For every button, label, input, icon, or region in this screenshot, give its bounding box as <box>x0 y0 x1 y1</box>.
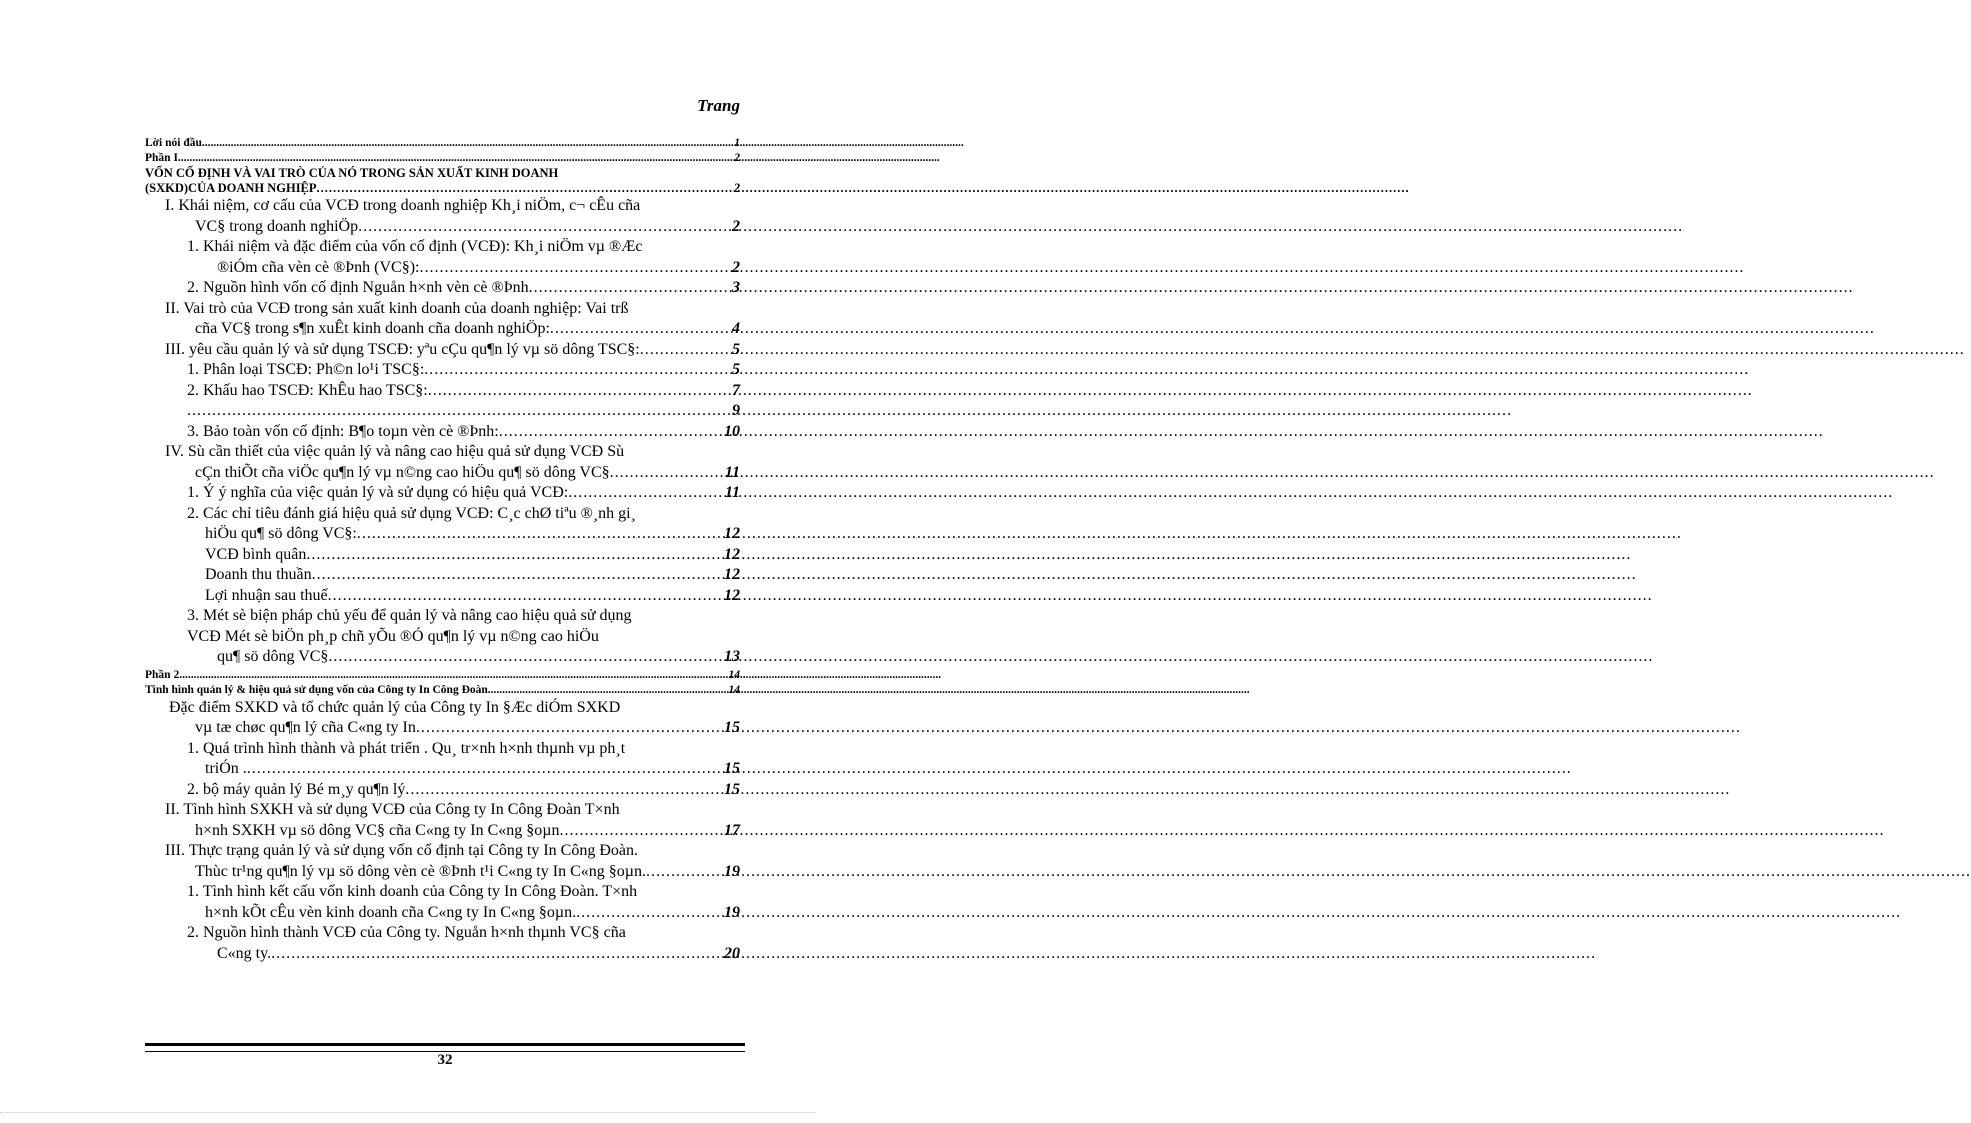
toc-entry-page: 12 <box>724 566 740 583</box>
dot-leader <box>420 258 732 279</box>
toc-entry-page: 2 <box>734 152 740 164</box>
dot-leader <box>640 340 731 361</box>
toc-entry-page: 12 <box>724 525 740 542</box>
toc-entry-line: 1. Quá trình hình thành và phát triển . Qu¸ tr×nh h×nh thµnh vµ ph¸t <box>187 739 626 757</box>
toc-entry-title: triÓn . <box>205 760 247 777</box>
toc-entry-page: 9 <box>732 402 740 419</box>
toc-entry-row <box>165 319 740 340</box>
dot-leader <box>499 422 723 443</box>
toc-entry-title: 2. Nguồn hình vốn cố định Nguån h×nh vèn cè ®Þnh <box>187 279 529 296</box>
toc-entry-line: Đặc điểm SXKD và tổ chức quản lý của Công ty In §Æc diÓm SXKD <box>169 698 621 716</box>
dot-leader <box>306 545 723 566</box>
toc-entry-line: I. Khái niệm, cơ cấu của VCĐ trong doanh nghiệp Kh¸i niÖm, c¬ cÊu cña <box>165 197 641 214</box>
toc-entry-row <box>187 903 740 924</box>
page-number: 32 <box>437 1052 453 1068</box>
dot-leader <box>405 780 723 801</box>
toc-entry-row <box>187 381 740 402</box>
toc-entry-row <box>165 862 740 883</box>
dot-leader <box>424 360 731 381</box>
toc-entry-row <box>165 821 740 842</box>
toc-entry-title: 1. Ý ý nghĩa của việc quản lý và sử dụng có hiệu quả VCĐ: <box>187 484 569 501</box>
toc-entry-title: 2. bộ máy quản lý Bé m¸y qu¶n lý <box>187 780 406 798</box>
dot-leader <box>357 524 723 545</box>
toc-entry-title: Thùc tr¹ng qu¶n lý vµ sö dông vèn cè ®Þnh t¹i C«ng ty In C«ng §oµn. <box>195 862 646 880</box>
toc-entry-title: Lời nói đầu <box>145 137 202 149</box>
toc-entry-title: h×nh kÕt cÊu vèn kinh doanh cña C«ng ty In C«ng §oµn. <box>205 903 577 921</box>
dot-leader <box>178 151 733 166</box>
toc-entry-page: 4 <box>732 320 740 337</box>
toc-entry-title: cÇn thiÕt cña viÖc qu¶n lý vµ n©ng cao hiÖu qu¶ sö dông VC§ <box>195 463 610 481</box>
toc-entry <box>145 237 740 278</box>
toc-entry-row <box>187 759 740 780</box>
dot-leader <box>247 759 723 780</box>
toc-entry-row <box>205 545 740 566</box>
toc-entry-title: Phần I <box>145 152 178 164</box>
toc-entry-row <box>187 483 740 504</box>
toc-entry <box>145 545 740 566</box>
toc-entry <box>145 166 740 196</box>
toc-entry-title: 2. Khấu hao TSCĐ: KhÊu hao TSC§: <box>187 381 428 399</box>
toc-entry-row <box>187 278 740 299</box>
toc-entry-line: 1. Tình hình kết cấu vốn kinh doanh của Công ty In Công Đoàn. T×nh <box>187 883 638 900</box>
dot-leader <box>328 647 723 668</box>
toc-entry <box>145 780 740 801</box>
dot-leader <box>568 483 724 504</box>
toc-entry-page: 19 <box>724 903 740 921</box>
toc-entry-row <box>165 463 740 484</box>
toc-entry <box>145 422 740 443</box>
toc-entry-page: 11 <box>724 484 740 501</box>
toc-entry-title: hiÖu qu¶ sö dông VC§: <box>205 525 357 542</box>
toc-entry-line: II. Vai trò của VCĐ trong sản xuất kinh doanh của doanh nghiệp: Vai trß <box>165 299 629 317</box>
table-of-contents <box>145 136 740 964</box>
toc-entry <box>145 800 740 841</box>
toc-entry-line: 2. Nguồn hình thành VCĐ của Công ty. Nguån h×nh thµnh VC§ cña <box>187 924 626 941</box>
toc-entry-row <box>187 422 740 443</box>
toc-page-column-heading: Trang <box>697 96 740 115</box>
toc-entry-line: 2. Các chỉ tiêu đánh giá hiệu quả sử dụng VCĐ: C¸c chØ tiªu ®¸nh gi¸ <box>187 504 636 522</box>
toc-entry <box>145 299 740 340</box>
toc-entry <box>145 698 740 739</box>
dot-leader <box>529 278 731 299</box>
toc-entry <box>145 841 740 882</box>
toc-entry-page: 2 <box>732 217 740 235</box>
dot-leader <box>646 862 723 883</box>
toc-entry <box>145 278 740 299</box>
toc-entry-title: (SXKD)CỦA DOANH NGHIỆP <box>145 181 317 195</box>
toc-entry-line: VCĐ Mét sè biÖn ph¸p chñ yÕu ®Ó qu¶n lý vµ n©ng cao hiÖu <box>187 627 599 645</box>
toc-entry-page: 2 <box>733 181 740 195</box>
dot-leader <box>317 181 733 196</box>
toc-entry-row <box>165 217 740 238</box>
dot-leader <box>358 217 731 238</box>
toc-entry <box>145 483 740 504</box>
toc-entry-title: qu¶ sö dông VC§ <box>217 648 329 665</box>
toc-entry-title: ®iÓm cña vèn cè ®Þnh (VC§): <box>217 258 420 276</box>
dot-leader <box>560 821 723 842</box>
toc-entry <box>145 923 740 964</box>
dot-leader <box>416 718 723 739</box>
toc-entry <box>145 586 740 607</box>
toc-entry-line: IV. Sù cần thiết của việc quản lý và nâng cao hiệu quả sử dụng VCĐ Sù <box>165 443 625 460</box>
toc-entry <box>145 442 740 483</box>
toc-entry-line: II. Tình hình SXKH và sử dụng VCĐ của Công ty In Công Đoàn T×nh <box>165 801 620 818</box>
dot-leader <box>550 319 731 340</box>
toc-entry-page: 19 <box>724 862 740 880</box>
toc-entry-title: C«ng ty. <box>217 944 272 962</box>
toc-entry-page: 15 <box>724 719 740 736</box>
toc-entry-title: 3. Bảo toàn vốn cố định: B¶o toµn vèn cè ®Þnh: <box>187 422 499 440</box>
toc-entry-page: 15 <box>724 780 740 798</box>
toc-entry-line: III. Thực trạng quản lý và sử dụng vốn cố định tại Công ty In Công Đoàn. <box>165 842 638 859</box>
toc-entry-row <box>187 401 740 422</box>
page-bottom-dotted-edge <box>0 1112 816 1113</box>
toc-entry-title: Phần 2 <box>145 668 180 681</box>
toc-entry-page: 2 <box>732 258 740 276</box>
toc-entry-title: 1. Phân loại TSCĐ: Ph©n lo¹i TSC§: <box>187 361 425 378</box>
dot-leader <box>488 683 728 698</box>
dot-leader <box>576 903 723 924</box>
toc-entry-page: 5 <box>732 361 740 378</box>
dot-leader <box>312 565 723 586</box>
dot-leader <box>187 401 731 422</box>
toc-entry <box>145 606 740 668</box>
dot-leader <box>428 381 731 402</box>
toc-entry-title: Tình hình quản lý & hiệu quả sử dụng vốn của Công ty In Công Đoàn <box>145 683 488 696</box>
toc-entry-row <box>169 718 740 739</box>
toc-entry-row <box>145 683 740 698</box>
toc-entry <box>145 340 740 361</box>
toc-entry-page: 14 <box>728 683 740 696</box>
toc-entry-row <box>205 586 740 607</box>
footer-double-rule <box>145 1043 745 1052</box>
toc-entry-title: Lợi nhuận sau thuế <box>205 586 328 604</box>
toc-entry-row <box>187 360 740 381</box>
toc-entry <box>145 136 740 151</box>
toc-entry <box>145 565 740 586</box>
toc-entry <box>145 381 740 402</box>
toc-entry <box>145 196 740 237</box>
toc-entry <box>145 882 740 923</box>
toc-entry-title: cña VC§ trong s¶n xuÊt kinh doanh cña doanh nghiÖp: <box>195 320 550 337</box>
toc-entry-row <box>187 944 740 965</box>
dot-leader <box>179 668 727 683</box>
dot-leader <box>610 463 724 484</box>
toc-entry-page: 15 <box>724 760 740 777</box>
toc-entry-row <box>187 524 740 545</box>
toc-entry-page: 12 <box>724 545 740 563</box>
toc-entry <box>145 668 740 683</box>
toc-entry <box>145 401 740 422</box>
dot-leader <box>202 136 733 151</box>
toc-entry-page: 5 <box>732 340 740 358</box>
toc-entry-title: VC§ trong doanh nghiÖp <box>195 217 359 235</box>
toc-entry-page: 13 <box>724 648 740 665</box>
toc-entry-line: 1. Khái niệm và đặc điểm của vốn cố định (VCĐ): Kh¸i niÖm vµ ®Æc <box>187 238 643 255</box>
toc-entry-page: 12 <box>724 586 740 604</box>
toc-entry-page: 3 <box>732 279 740 296</box>
toc-entry-row <box>187 647 740 668</box>
toc-entry-row <box>165 340 740 361</box>
toc-entry-title: VCĐ bình quân <box>205 545 307 563</box>
toc-entry-page: 17 <box>724 821 740 839</box>
toc-entry-title: Doanh thu thuần <box>205 566 312 583</box>
toc-entry-row <box>145 668 740 683</box>
toc-entry-row <box>145 136 740 151</box>
toc-entry-row <box>205 565 740 586</box>
toc-entry-row <box>145 181 740 196</box>
toc-entry <box>145 739 740 780</box>
toc-entry-title: vµ tæ chøc qu¶n lý cña C«ng ty In <box>195 719 416 736</box>
toc-entry-page: 14 <box>728 668 740 681</box>
toc-entry <box>145 504 740 545</box>
toc-entry-page: 1 <box>734 137 740 149</box>
dot-leader <box>328 586 723 607</box>
toc-entry-row <box>145 151 740 166</box>
toc-entry <box>145 151 740 166</box>
toc-entry-title: h×nh SXKH vµ sö dông VC§ cña C«ng ty In C«ng §oµn <box>195 821 560 839</box>
toc-entry-page: 10 <box>724 422 740 440</box>
toc-entry <box>145 360 740 381</box>
toc-entry-page: 11 <box>724 463 740 481</box>
toc-entry-row <box>187 258 740 279</box>
toc-entry-page: 7 <box>732 381 740 399</box>
toc-entry <box>145 683 740 698</box>
dot-leader <box>271 944 723 965</box>
toc-entry-page: 20 <box>724 944 740 962</box>
toc-entry-row <box>187 780 740 801</box>
toc-entry-title: III. yêu cầu quản lý và sử dụng TSCĐ: yªu cÇu qu¶n lý vµ sö dông TSC§: <box>165 340 640 358</box>
toc-entry-line: 3. Mét sè biện pháp chủ yếu để quản lý và nâng cao hiệu quả sử dụng <box>187 607 632 624</box>
toc-entry-line: VỐN CỐ ĐỊNH VÀ VAI TRÒ CỦA NÓ TRONG SẢN XUẤT KINH DOANH <box>145 166 559 180</box>
